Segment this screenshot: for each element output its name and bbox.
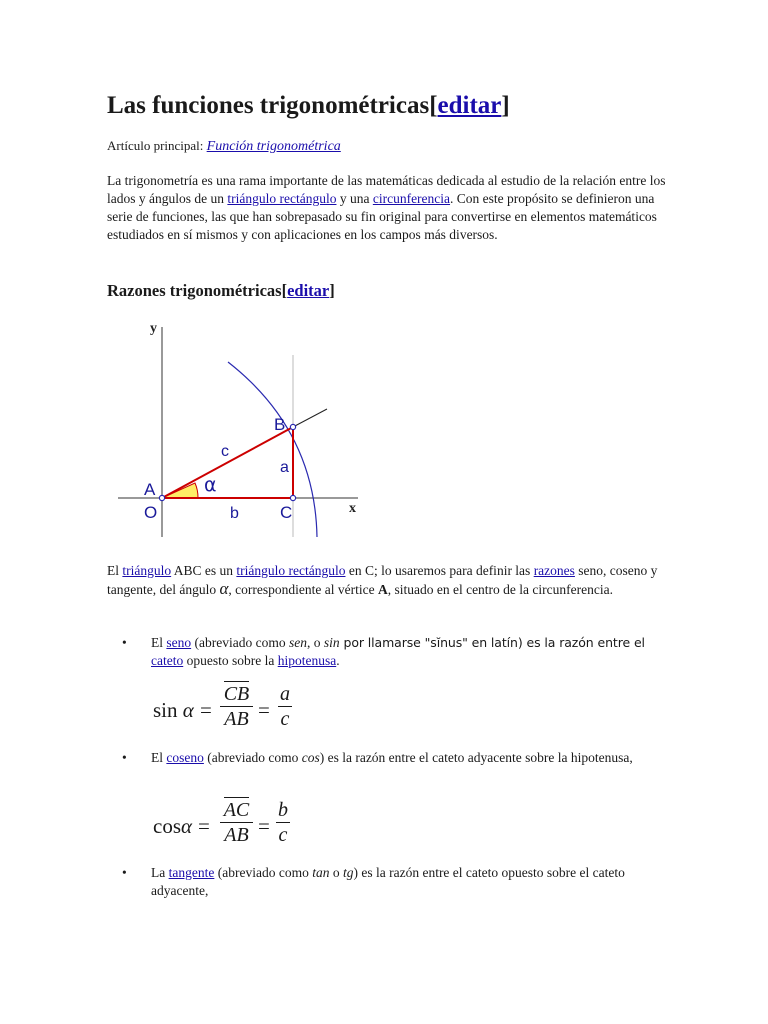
list-item-coseno: • El coseno (abreviado como cos) es la razón entre el cateto adyacente sobre la hipotenusa, — [122, 750, 633, 765]
vertex-a: A — [377, 582, 388, 597]
section-edit-link[interactable]: editar — [287, 281, 330, 300]
link-coseno[interactable]: coseno — [166, 750, 204, 765]
page-title: Las funciones trigonométricas[editar] — [107, 92, 510, 119]
link-seno[interactable]: seno — [166, 635, 192, 650]
list-item-tangente: • La tangente (abreviado como tan o tg) es la razón entre el cateto opuesto sobre el cateto adyacente, — [122, 865, 625, 898]
label-O: O — [144, 503, 158, 522]
edit-link[interactable]: editar — [437, 92, 502, 119]
main-article-note: Artículo principal: Función trigonométrica — [107, 138, 341, 154]
list-item-seno: • El seno (abreviado como sen, o sin por llamarse "sĭnus" en latín) es la razón entre el cateto opuesto sobre la hipotenusa. — [122, 635, 645, 668]
intro-paragraph: La trigonometría es una rama importante de las matemáticas dedicada al estudio de la relación entre los lados y ángulos de un triángulo rectángulo y una circunferencia. Con este propósito se definieron una serie de funciones, las que han sobrepasado su fin original para convertirse en elementos matemáticos estudiados en sí mismos y con aplicaciones en los campos más diversos. — [107, 173, 666, 242]
link-triangulo-rectangulo[interactable]: triángulo rectángulo — [227, 191, 337, 206]
label-side-b: b — [230, 505, 239, 522]
label-C: C — [280, 503, 293, 522]
label-y: y — [150, 321, 157, 336]
main-article-link[interactable]: Función trigonométrica — [206, 139, 341, 154]
unit-circle-arc — [228, 362, 317, 537]
link-triangulo-rectangulo-2[interactable]: triángulo rectángulo — [236, 563, 346, 578]
point-a — [159, 495, 164, 500]
label-B: B — [274, 415, 286, 434]
side-c — [162, 427, 293, 498]
triangle-paragraph: El triángulo ABC es un triángulo rectángulo en C; lo usaremos para definir las razones seno, coseno y tangente, del ángulo α, correspondiente al vértice A, situado en el centro de la circunferencia. — [107, 563, 658, 598]
point-c — [290, 495, 295, 500]
label-x: x — [349, 501, 356, 516]
label-side-a: a — [280, 459, 289, 476]
link-tangente[interactable]: tangente — [168, 865, 215, 880]
formula-cos: cosα = AC AB = b c — [153, 799, 288, 846]
link-cateto[interactable]: cateto — [151, 653, 184, 668]
hypotenuse-extension — [293, 409, 327, 427]
formula-sin: sin α = CB AB = a c — [153, 683, 290, 730]
label-alpha: α — [204, 474, 217, 496]
link-razones[interactable]: razones — [533, 563, 575, 578]
label-A: A — [144, 480, 156, 499]
section-heading: Razones trigonométricas[editar] — [107, 281, 335, 300]
link-circunferencia[interactable]: circunferencia — [372, 191, 451, 206]
link-triangulo[interactable]: triángulo — [122, 563, 172, 578]
label-side-c: c — [221, 443, 229, 460]
alpha-symbol: α — [219, 579, 229, 598]
link-hipotenusa[interactable]: hipotenusa — [277, 653, 337, 668]
point-b — [290, 424, 295, 429]
trigonometry-diagram — [110, 315, 370, 545]
